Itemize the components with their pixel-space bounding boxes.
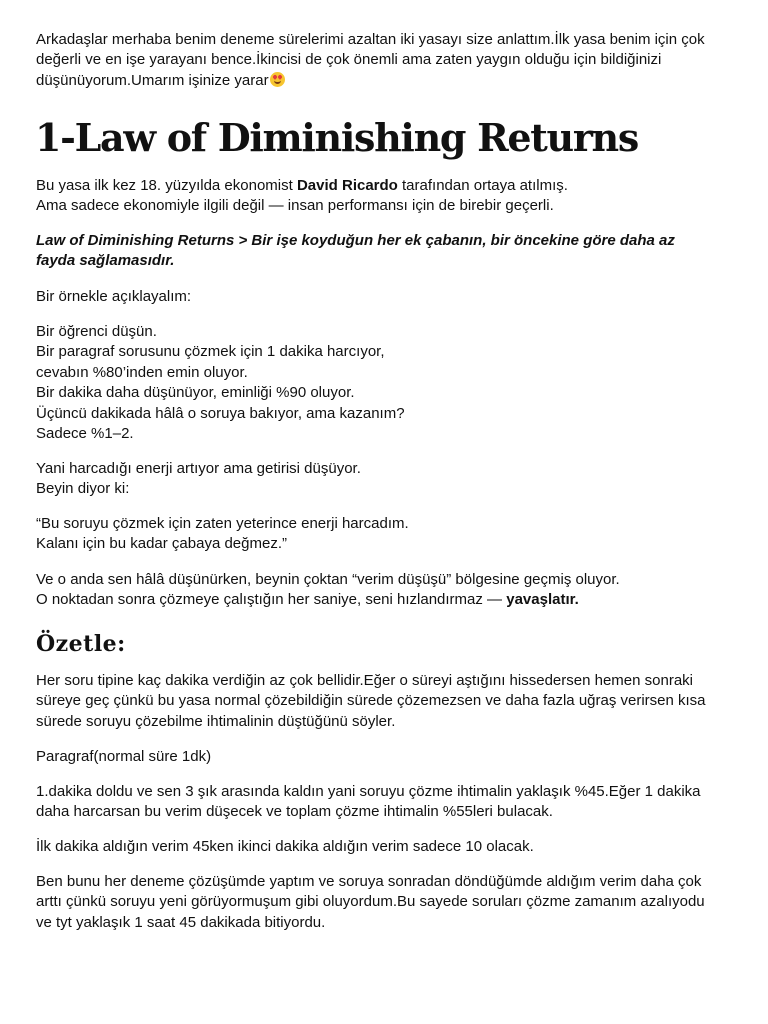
example-intro: Bir örnekle açıklayalım: xyxy=(36,288,192,305)
summary-heading: Özetle: xyxy=(36,631,126,657)
quote-line: “Bu soruyu çözmek için zaten yeterince enerji harcadım. xyxy=(36,515,409,532)
origin-paragraph xyxy=(36,176,736,217)
summary-paragraph xyxy=(36,671,736,732)
law-title: 1-Law of Diminishing Returns xyxy=(35,115,638,160)
intro-line xyxy=(36,71,736,91)
experience-paragraph xyxy=(36,872,736,933)
paragraph-example-label: Paragraf(normal süre 1dk) xyxy=(36,748,212,765)
law-definition xyxy=(36,231,736,272)
definition-line: fayda sağlamasıdır. xyxy=(36,252,175,270)
origin-line xyxy=(36,176,736,196)
summary-line: sürede soruyu çözebilme ihtimalinin düştüğünü söyler. xyxy=(36,712,396,730)
origin-text: tarafından ortaya atılmış. xyxy=(397,177,568,194)
efficiency-drop-paragraph xyxy=(36,570,736,611)
economist-name: David Ricardo xyxy=(296,177,398,194)
brain-line: Beyin diyor ki: xyxy=(36,480,130,498)
summary-line: süreye geç çünkü bu yasa normal çözebildiğin sürede çözemezsen ve daha fazla uğraş verirsen kısa xyxy=(36,692,706,710)
example-line: Bir paragraf sorusunu çözmek için 1 dakika harcıyor, xyxy=(36,343,385,361)
drop-emphasis: yavaşlatır. xyxy=(506,591,579,609)
experience-line: ve tyt yaklaşık 1 saat 45 dakikada bitiyordu. xyxy=(36,913,326,931)
drop-text: O noktadan sonra çözmeye çalıştığın her saniye, seni hızlandırmaz — xyxy=(36,591,507,609)
experience-line: Ben bunu her deneme çözüşümde yaptım ve soruya sonradan döndüğümde aldığım verim daha çok xyxy=(36,873,702,890)
example-line: Bir dakika daha düşünüyor, eminliği %90 oluyor. xyxy=(36,384,355,402)
intro-line: Arkadaşlar merhaba benim deneme sürelerimi azaltan iki yasayı size anlattım.İlk yasa benim için çok xyxy=(36,31,705,48)
brain-paragraph xyxy=(36,459,736,500)
example-line: Üçüncü dakikada hâlâ o soruya bakıyor, ama kazanım? xyxy=(36,404,405,422)
origin-line: Ama sadece ekonomiyle ilgili değil — insan performansı için de birebir geçerli. xyxy=(36,197,554,215)
probability-paragraph xyxy=(36,782,736,823)
intro-line: değerli ve en işe yarayanı bence.İkincisi de çok önemli ama zaten yaygın olduğu için bildiğinizi xyxy=(36,51,662,69)
example-line: cevabın %80’inden emin oluyor. xyxy=(36,363,248,381)
brain-quote xyxy=(36,514,736,555)
experience-line: arttı çünkü soruyu yeni görüyormuşum gibi oluyordum.Bu sayede soruları çözme zamanım azalıyodu xyxy=(36,893,705,911)
efficiency-paragraph: İlk dakika aldığın verim 45ken ikinci dakika aldığın verim sadece 10 olacak. xyxy=(36,838,534,855)
drop-line: Ve o anda sen hâlâ düşünürken, beynin çoktan “verim düşüşü” bölgesine geçmiş oluyor. xyxy=(36,571,620,588)
star-struck-emoji-icon xyxy=(270,72,285,87)
example-paragraph xyxy=(36,322,736,444)
probability-line: 1.dakika doldu ve sen 3 şık arasında kaldın yani soruyu çözme ihtimalin yaklaşık %45.Eğer 1 dakika xyxy=(36,783,701,800)
example-line: Sadece %1–2. xyxy=(36,425,134,443)
example-line: Bir öğrenci düşün. xyxy=(36,323,157,340)
probability-line: daha harcarsan bu verim düşecek ve toplam çözme ihtimalin %55leri bulacak. xyxy=(36,803,553,821)
summary-line: Her soru tipine kaç dakika verdiğin az çok bellidir.Eğer o süreyi aştığını hissedersen hemen sonraki xyxy=(36,672,693,689)
origin-text: Bu yasa ilk kez 18. yüzyılda ekonomist xyxy=(36,177,297,194)
drop-line xyxy=(36,590,736,610)
definition-line: Law of Diminishing Returns > Bir işe koyduğun her ek çabanın, bir öncekine göre daha az xyxy=(36,232,675,249)
intro-line-text: düşünüyorum.Umarım işinize yarar xyxy=(36,71,269,89)
intro-paragraph xyxy=(36,30,736,91)
brain-line: Yani harcadığı enerji artıyor ama getirisi düşüyor. xyxy=(36,460,361,477)
quote-line: Kalanı için bu kadar çabaya değmez.” xyxy=(36,535,287,553)
